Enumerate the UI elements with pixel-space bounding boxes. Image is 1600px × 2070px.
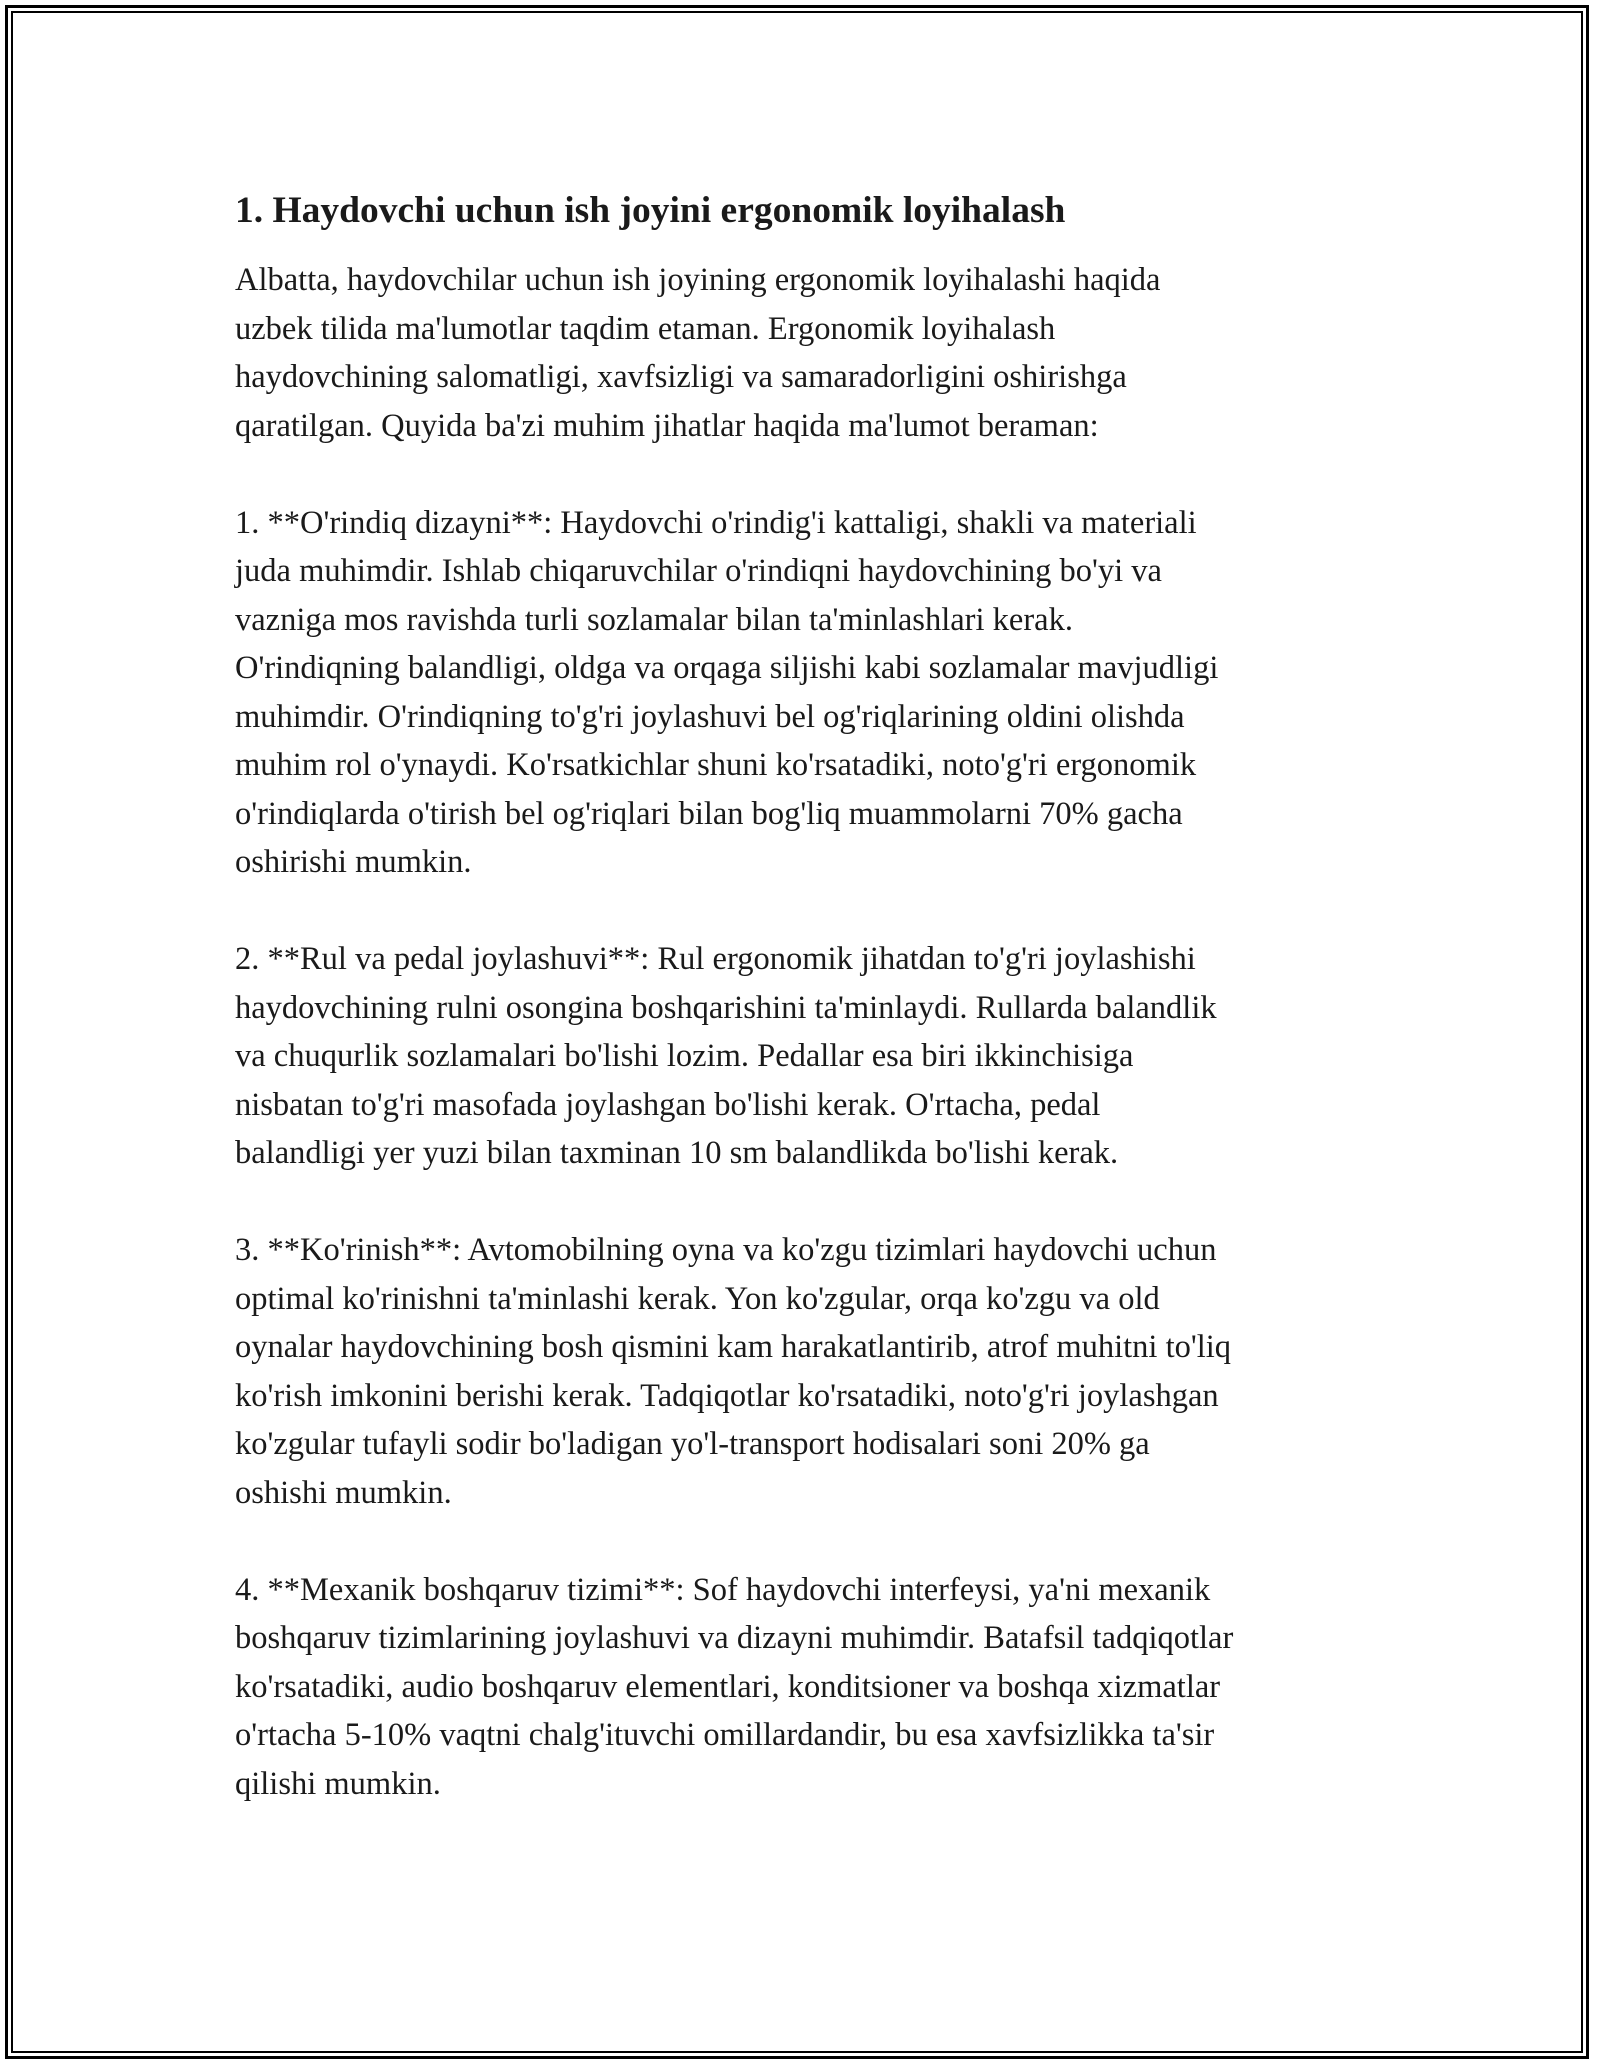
intro-paragraph: Albatta, haydovchilar uchun ish joyining ergonomik loyihalashi haqida uzbek tilida ma'lumotlar taqdim etaman. Ergonomik loyihalash haydovchining salomatligi, xavfsizligi va samaradorligini oshirishga qaratilgan. Quyida ba'zi muhim jihatlar haqida ma'lumot beraman:	[235, 262, 1161, 444]
section-4-paragraph: 4. **Mexanik boshqaruv tizimi**: Sof haydovchi interfeysi, ya'ni mexanik boshqaruv tizimlarining joylashuvi va dizayni muhimdir. Batafsil tadqiqotlar ko'rsatadiki, audio boshqaruv elementlari, konditsioner va boshqa xizmatlar o'rtacha 5-10% vaqtni chalg'ituvchi omillardandir, bu esa xavfsizlikka ta'sir qilishi mumkin.	[235, 1571, 1234, 1802]
document-title: 1. Haydovchi uchun ish joyini ergonomik loyihalash	[235, 190, 1066, 231]
document-body	[235, 186, 1370, 1857]
section-2-paragraph: 2. **Rul va pedal joylashuvi**: Rul ergonomik jihatdan to'g'ri joylashishi haydovchining rulni osongina boshqarishini ta'minlaydi. Rullarda balandlik va chuqurlik sozlamalari bo'lishi lozim. Pedallar esa biri ikkinchisiga nisbatan to'g'ri masofada joylashgan bo'lishi kerak. O'rtacha, pedal balandligi yer yuzi bilan taxminan 10 sm balandlikda bo'lishi kerak.	[235, 941, 1217, 1171]
section-3-paragraph: 3. **Ko'rinish**: Avtomobilning oyna va ko'zgu tizimlari haydovchi uchun optimal ko'rinishni ta'minlashi kerak. Yon ko'zgular, orqa ko'zgu va old oynalar haydovchining bosh qismini kam harakatlantirib, atrof muhitni to'liq ko'rish imkonini berishi kerak. Tadqiqotlar ko'rsatadiki, noto'g'ri joylashgan ko'zgular tufayli sodir bo'ladigan yo'l-transport hodisalari soni 20% ga oshishi mumkin.	[235, 1232, 1232, 1511]
section-1-paragraph: 1. **O'rindiq dizayni**: Haydovchi o'rindig'i kattaligi, shakli va materiali juda muhimdir. Ishlab chiqaruvchilar o'rindiqni haydovchining bo'yi va vazniga mos ravishda turli sozlamalar bilan ta'minlashlari kerak. O'rindiqning balandligi, oldga va orqaga siljishi kabi sozlamalar mavjudligi muhimdir. O'rindiqning to'g'ri joylashuvi bel og'riqlarining oldini olishda muhim rol o'ynaydi. Ko'rsatkichlar shuni ko'rsatadiki, noto'g'ri ergonomik o'rindiqlarda o'tirish bel og'riqlari bilan bog'liq muammolarni 70% gacha oshirishi mumkin.	[235, 504, 1219, 880]
